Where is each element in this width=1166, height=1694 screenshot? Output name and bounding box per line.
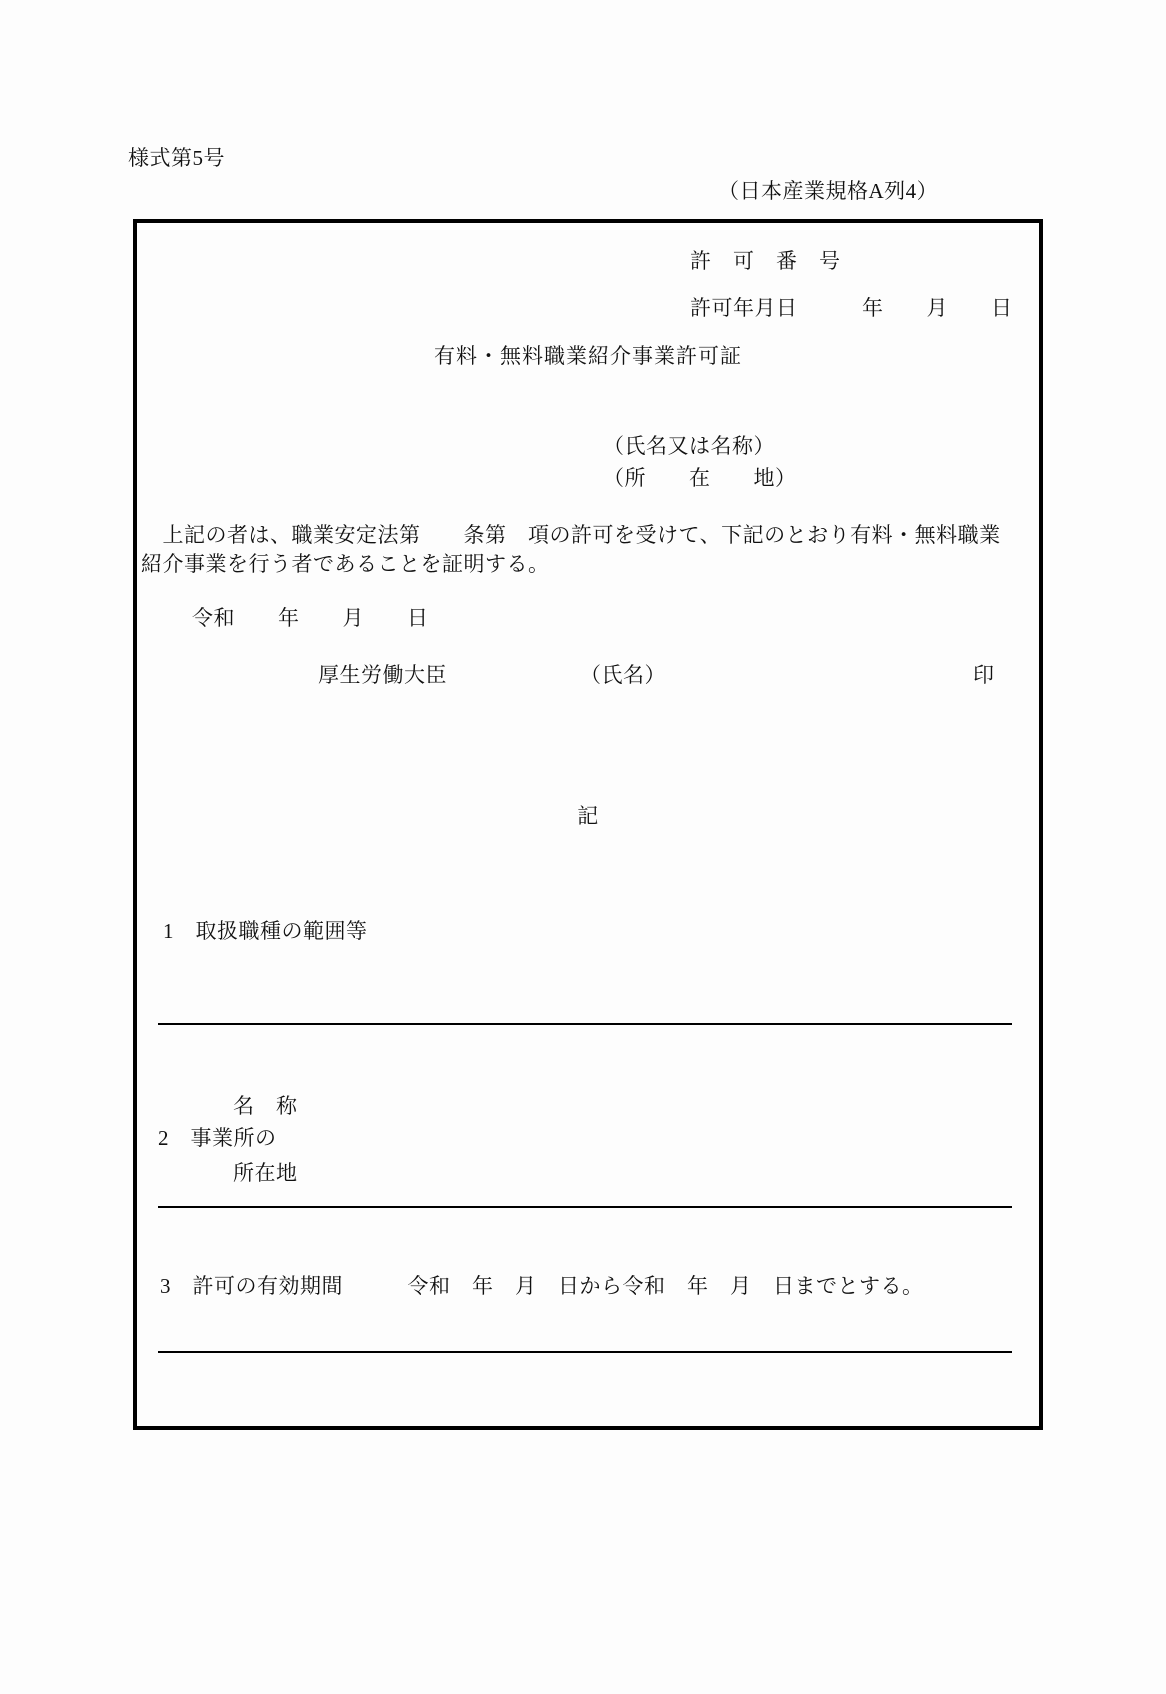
section-divider-line-3 [158,1351,1012,1353]
jis-standard-note: （日本産業規格A列4） [718,179,939,203]
certificate-title: 有料・無料職業紹介事業許可証 [434,344,742,368]
form-number: 様式第5号 [128,146,225,170]
name-or-title-label: （氏名又は名称） [603,434,775,458]
permit-date-line: 許可年月日 年 月 日 [690,296,1013,320]
notes-header: 記 [577,804,599,828]
issuer-name-label: （氏名） [580,663,666,687]
issuer-title-label: 厚生労働大臣 [318,663,447,687]
certification-paragraph-line2: 紹介事業を行う者であることを証明する。 [141,552,550,576]
item-3-validity-period: 3 許可の有効期間 令和 年 月 日から令和 年 月 日までとする。 [160,1274,924,1298]
item-2-address-label: 所在地 [233,1161,298,1185]
issue-date-line: 令和 年 月 日 [192,606,429,630]
item-2-name-label: 名 称 [233,1094,298,1118]
item-2-office-prefix: 2 事業所の [158,1126,277,1150]
seal-label: 印 [973,663,995,687]
certification-paragraph-line1: 上記の者は、職業安定法第 条第 項の許可を受けて、下記のとおり有料・無料職業 [141,523,1001,547]
certification-paragraph [141,521,1037,579]
section-divider-line-1 [158,1023,1012,1025]
address-label: （所 在 地） [603,466,797,490]
section-divider-line-2 [158,1206,1012,1208]
permit-number-label: 許 可 番 号 [690,249,841,273]
certificate-border-box [133,219,1043,1430]
item-1-occupation-scope: 1 取扱職種の範囲等 [163,919,368,943]
